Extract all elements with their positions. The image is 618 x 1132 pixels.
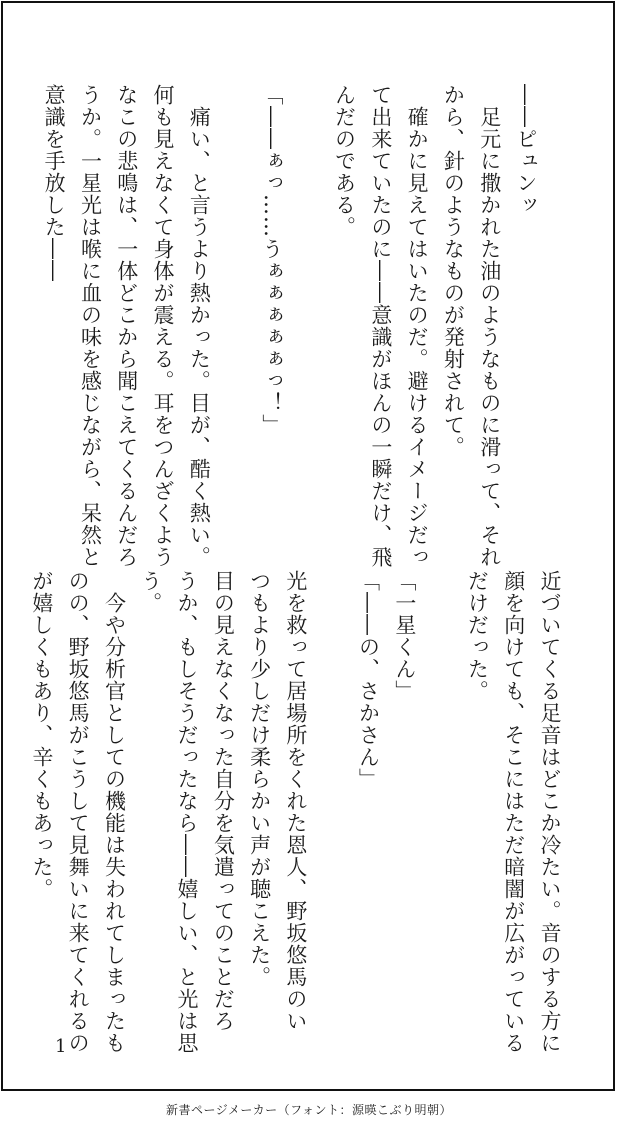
text-block-top	[0, 84, 544, 568]
text-line	[314, 570, 350, 1054]
text-line: ――ピュンッ	[514, 84, 538, 216]
text-line: 顔を向けても、そこにはただ暗闇が広がっている	[501, 570, 526, 1054]
text-line: のの、野坂悠馬がこうして見舞いに来てくれるの	[66, 570, 91, 1054]
text-line: から、針のようなものが発射されて。	[441, 84, 466, 458]
text-line: 「一星くん」	[392, 570, 417, 702]
text-line: 目の見えなくなった自分を気遣ってのことだろ	[211, 570, 236, 1032]
text-line: て出来ていたのに――意識がほんの一瞬だけ、飛	[368, 84, 393, 568]
text-line: 意識を手放した――	[42, 84, 67, 282]
text-line: 確かに見えてはいたのだ。避けるイメージだっ	[405, 84, 430, 568]
text-line: 何も見えなくて身体が震える。耳をつんざくよう	[151, 84, 176, 568]
text-line: 「――の、さかさん」	[356, 570, 381, 790]
text-line: 今や分析官としての機能は失われてしまったも	[102, 570, 127, 1054]
text-line: うか、もしそうだったなら――嬉しい、と光は思	[175, 570, 200, 1054]
text-line: 痛い、と言うより熱かった。目が、酷く熱い。	[187, 84, 212, 568]
text-line: が嬉しくもあり、辛くもあった。	[29, 570, 54, 900]
text-line: 「――ぁっ……うぁぁぁぁぁっ！」	[259, 84, 284, 436]
text-line: う。	[138, 570, 163, 614]
footer-caption: 新書ページメーカー（フォント：源暎こぶり明朝）	[165, 1103, 453, 1117]
text-line: なこの悲鳴は、一体どこから聞こえてくるんだろ	[114, 84, 139, 568]
text-line: 光を救って居場所をくれた恩人、野坂悠馬のい	[283, 570, 308, 1032]
page-number: 1	[55, 1036, 67, 1057]
text-line	[0, 84, 36, 568]
text-line: つもより少しだけ柔らかい声が聴こえた。	[247, 570, 272, 988]
text-line: うか。一星光は喉に血の味を感じながら、呆然と	[78, 84, 103, 568]
text-line: だけだった。	[465, 570, 490, 702]
text-line: 近づいてくる足音はどこか冷たい。音のする方に	[538, 570, 562, 1054]
text-line	[217, 84, 253, 568]
text-line: 足元に撒かれた油のようなものに滑って、それ	[477, 84, 502, 568]
text-block-bottom	[24, 570, 568, 1054]
text-line: んだのである。	[332, 84, 357, 238]
text-line	[423, 570, 459, 1054]
text-line	[290, 84, 326, 568]
